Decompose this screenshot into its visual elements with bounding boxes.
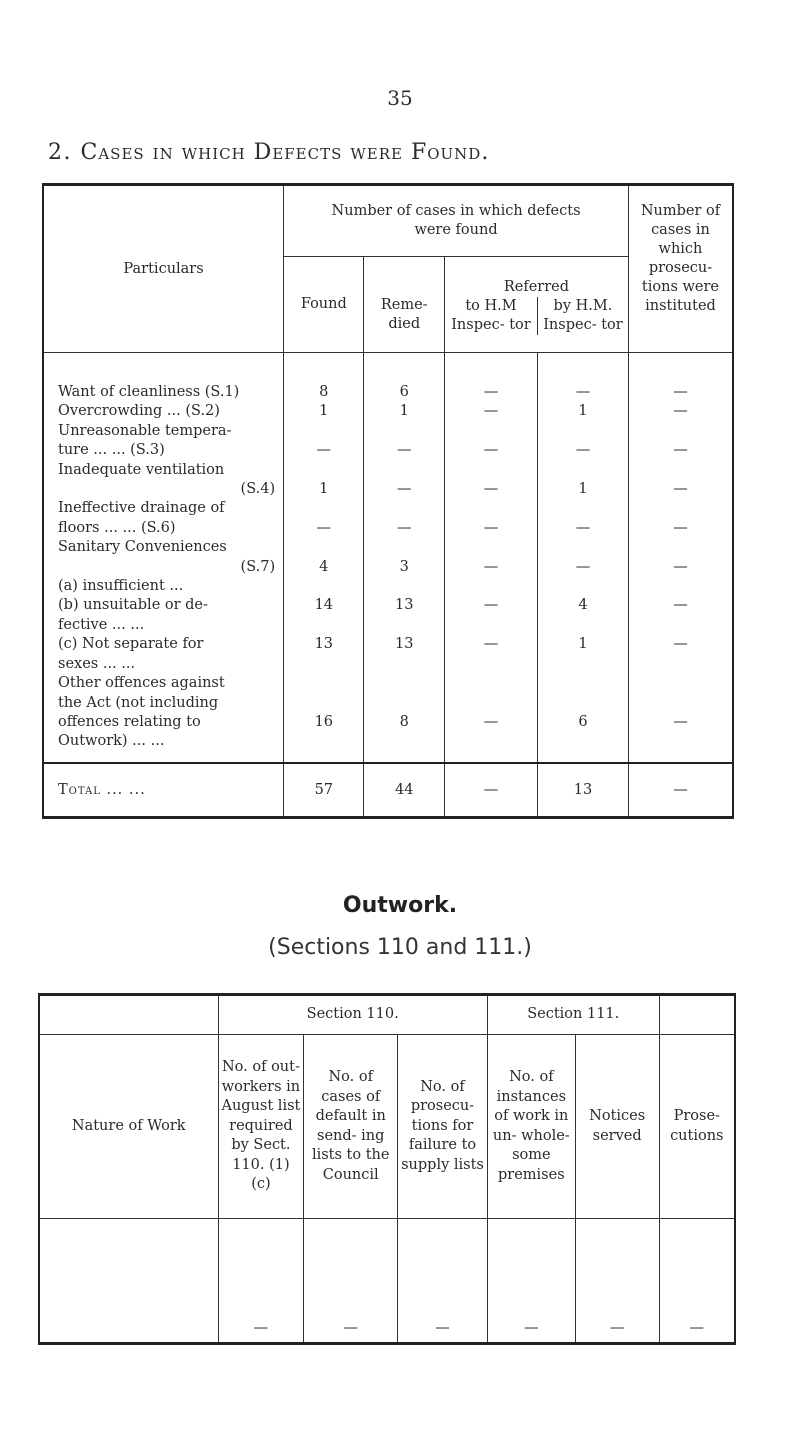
- spacer: [364, 422, 443, 441]
- section-heading: [48, 140, 489, 165]
- table-cell: 8: [319, 384, 329, 400]
- to-hm-column: [445, 383, 537, 732]
- header-particulars: Particulars: [43, 185, 284, 353]
- particulars-line: (c) Not separate for: [58, 636, 204, 653]
- prosecutions-column: [629, 383, 732, 732]
- defects-table: [42, 183, 734, 819]
- spacer: [284, 499, 363, 518]
- outwork-subtitle: (Sections 110 and 111.): [268, 935, 532, 960]
- table-cell: —: [575, 558, 591, 575]
- total-label: Total ... ...: [43, 763, 284, 818]
- table-cell: —: [575, 519, 591, 536]
- spacer: [538, 422, 628, 441]
- table-cell: 1: [578, 403, 588, 420]
- spacer: [364, 655, 443, 674]
- table-cell: —: [673, 597, 688, 614]
- spacer: [284, 422, 363, 441]
- table-cell: 1: [578, 481, 588, 498]
- spacer: [629, 655, 732, 674]
- table-cell: 1: [319, 403, 329, 420]
- spacer: [538, 499, 628, 518]
- spacer: [629, 674, 732, 693]
- outwork-cell: [39, 1219, 218, 1344]
- spacer: [364, 674, 443, 693]
- spacer: [629, 694, 732, 713]
- spacer: [538, 616, 628, 635]
- particulars-column: [58, 383, 283, 752]
- table-cell: 14: [314, 597, 334, 614]
- section-110-header: Section 110.: [218, 995, 487, 1035]
- outwork-column-header: Notices served: [575, 1035, 659, 1219]
- spacer: [629, 538, 732, 557]
- table-cell: —: [316, 519, 332, 536]
- table-cell: 6: [399, 384, 409, 400]
- spacer: [445, 499, 537, 518]
- particulars-line: ture ... ... (S.3): [58, 442, 165, 459]
- particulars-line: sexes ... ...: [58, 655, 136, 672]
- particulars-line: Overcrowding ... (S.2): [58, 403, 220, 420]
- outwork-column-header: Prose- cutions: [659, 1035, 735, 1219]
- spacer: [364, 461, 443, 480]
- spacer: [364, 577, 443, 596]
- spacer: [445, 461, 537, 480]
- spacer: [364, 694, 443, 713]
- outwork-cell: —: [398, 1219, 488, 1344]
- heading-text: Cases in which Defects were Found.: [80, 140, 490, 165]
- table-cell: 4: [319, 558, 329, 575]
- spacer: [284, 616, 363, 635]
- table-cell: —: [673, 558, 688, 575]
- spacer: [445, 538, 537, 557]
- table-cell: 13: [314, 636, 334, 653]
- table-cell: —: [483, 519, 499, 536]
- total-row: [43, 763, 733, 818]
- outwork-header-row: [39, 1035, 735, 1219]
- spacer: [284, 538, 363, 557]
- spacer: [364, 616, 443, 635]
- header-to-hm: to H.M Inspec- tor: [451, 298, 531, 333]
- header-referred-group: [444, 257, 628, 353]
- spacer: [538, 655, 628, 674]
- header-by-hm: by H.M. Inspec- tor: [537, 297, 628, 335]
- outwork-cell: —: [218, 1219, 304, 1344]
- header-number-group: Number of cases in which defects were found: [284, 185, 629, 257]
- spacer: [629, 577, 732, 596]
- particulars-line: (a) insufficient ...: [58, 578, 184, 595]
- heading-number: 2.: [48, 140, 72, 165]
- defects-body: [43, 353, 733, 763]
- total-remedied: 44: [364, 763, 444, 818]
- particulars-line: Other offences against: [58, 675, 225, 692]
- particulars-line: offences relating to: [58, 713, 201, 730]
- section-111-header: Section 111.: [487, 995, 659, 1035]
- table-cell: —: [673, 403, 688, 420]
- total-prosecutions: —: [628, 763, 733, 818]
- page-number: 35: [387, 86, 413, 110]
- outwork-cell: —: [487, 1219, 575, 1344]
- header-remedied: Reme- died: [364, 257, 444, 353]
- table-cell: —: [396, 442, 412, 459]
- spacer: [445, 674, 537, 693]
- table-cell: 8: [399, 713, 409, 730]
- spacer: [284, 655, 363, 674]
- table-cell: —: [396, 519, 412, 536]
- outwork-table: [38, 993, 736, 1345]
- particulars-line: Inadequate ventilation: [58, 461, 225, 478]
- table-cell: —: [316, 442, 332, 459]
- table-cell: —: [483, 597, 499, 614]
- spacer: [364, 538, 443, 557]
- found-column: [284, 383, 363, 732]
- table-cell: —: [673, 519, 688, 536]
- table-cell: —: [396, 481, 412, 498]
- particulars-line: Sanitary Conveniences: [58, 539, 227, 556]
- remedied-column: [364, 383, 443, 732]
- table-cell: 4: [578, 597, 588, 614]
- spacer: [284, 694, 363, 713]
- particulars-line: fective ... ...: [58, 616, 145, 633]
- spacer: [284, 577, 363, 596]
- table-cell: —: [575, 384, 591, 400]
- table-cell: —: [483, 442, 499, 459]
- spacer: [629, 461, 732, 480]
- spacer: [284, 674, 363, 693]
- particulars-line: Outwork) ... ...: [58, 733, 165, 750]
- spacer: [445, 422, 537, 441]
- total-found: 57: [284, 763, 364, 818]
- table-cell: —: [575, 442, 591, 459]
- outwork-cell: —: [575, 1219, 659, 1344]
- particulars-line: Ineffective drainage of: [58, 500, 225, 517]
- outwork-column-header: No. of instances of work in un- whole- some premises: [487, 1035, 575, 1219]
- spacer: [445, 655, 537, 674]
- table-cell: —: [483, 403, 499, 420]
- spacer: [629, 499, 732, 518]
- table-cell: 1: [319, 481, 329, 498]
- table-cell: —: [673, 442, 688, 459]
- header-found: Found: [284, 257, 364, 353]
- particulars-line: (b) unsuitable or de-: [58, 597, 208, 614]
- by-hm-column: [538, 383, 628, 732]
- outwork-column-header: No. of prosecu- tions for failure to supply lists: [398, 1035, 488, 1219]
- spacer: [538, 577, 628, 596]
- table-cell: 1: [399, 403, 409, 420]
- particulars-line: (S.4): [240, 481, 276, 498]
- table-cell: —: [483, 481, 499, 498]
- spacer: [538, 461, 628, 480]
- spacer: [629, 422, 732, 441]
- outwork-cell: —: [304, 1219, 398, 1344]
- spacer: [364, 499, 443, 518]
- particulars-line: floors ... ... (S.6): [58, 519, 176, 536]
- spacer: [538, 694, 628, 713]
- spacer: [538, 674, 628, 693]
- outwork-cell: —: [659, 1219, 735, 1344]
- table-cell: 13: [394, 597, 414, 614]
- table-cell: —: [673, 481, 688, 498]
- table-cell: —: [673, 636, 688, 653]
- spacer: [284, 461, 363, 480]
- outwork-data-row: [39, 1219, 735, 1344]
- table-cell: 16: [314, 713, 334, 730]
- table-cell: 3: [399, 558, 409, 575]
- table-cell: —: [483, 636, 499, 653]
- spacer: [445, 577, 537, 596]
- header-referred: Referred: [503, 279, 570, 295]
- particulars-line: the Act (not including: [58, 694, 219, 711]
- table-cell: —: [673, 384, 688, 400]
- outwork-column-header: Nature of Work: [39, 1035, 218, 1219]
- outwork-title: Outwork.: [342, 893, 458, 918]
- particulars-line: Want of cleanliness (S.1): [58, 384, 240, 400]
- table-cell: 6: [578, 713, 588, 730]
- spacer: [445, 616, 537, 635]
- header-prosecutions: Number of cases in which prosecu- tions were instituted: [628, 185, 733, 353]
- table-cell: 13: [394, 636, 414, 653]
- total-to-hm: —: [444, 763, 537, 818]
- table-cell: —: [483, 713, 499, 730]
- spacer: [538, 538, 628, 557]
- table-cell: —: [483, 384, 499, 400]
- table-cell: —: [483, 558, 499, 575]
- spacer: [445, 694, 537, 713]
- table-cell: —: [673, 713, 688, 730]
- table-cell: 1: [578, 636, 588, 653]
- spacer: [629, 616, 732, 635]
- outwork-column-header: No. of cases of default in send- ing lists to the Council: [304, 1035, 398, 1219]
- outwork-column-header: No. of out- workers in August list required by Sect. 110. (1) (c): [218, 1035, 304, 1219]
- particulars-line: (S.7): [240, 558, 276, 575]
- particulars-line: Unreasonable tempera-: [58, 422, 232, 439]
- total-by-hm: 13: [538, 763, 629, 818]
